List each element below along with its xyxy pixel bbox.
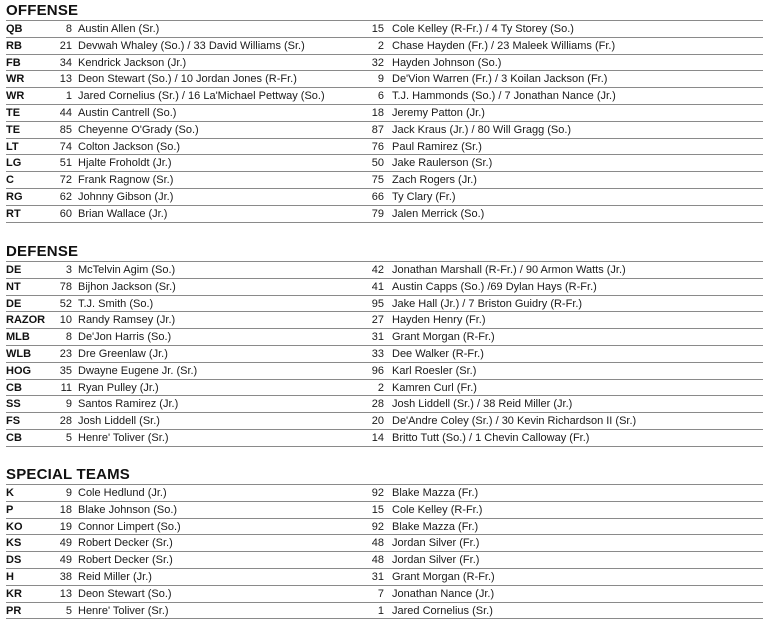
backup-name: T.J. Hammonds (So.) / 7 Jonathan Nance (Jr.) [392, 90, 616, 103]
position-label: HOG [6, 364, 32, 377]
starter-name: Cheyenne O'Grady (So.) [78, 123, 199, 136]
depth-chart-row [6, 296, 763, 313]
starter-number: 49 [59, 554, 72, 567]
backup-name: Jeremy Patton (Jr.) [392, 106, 485, 119]
position-label: NT [6, 280, 21, 293]
backup-number: 92 [371, 520, 384, 533]
backup-number: 42 [371, 264, 384, 276]
starter-number: 60 [59, 207, 72, 220]
position-label: TE [6, 106, 21, 119]
starter-number: 85 [59, 123, 72, 136]
starter-number: 49 [59, 537, 72, 550]
starter-number: 28 [59, 415, 72, 428]
starter-number: 3 [65, 264, 72, 276]
backup-number: 48 [371, 537, 384, 550]
backup-name: Jonathan Marshall (R-Fr.) / 90 Armon Watts (Jr.) [392, 264, 626, 276]
backup-name: Hayden Johnson (So.) [392, 56, 502, 69]
starter-name: Bijhon Jackson (Sr.) [78, 280, 176, 293]
depth-chart-row [6, 105, 763, 122]
backup-name: Jared Cornelius (Sr.) [392, 604, 493, 617]
position-label: PR [6, 604, 22, 617]
backup-number: 66 [371, 190, 384, 203]
position-label: FB [6, 56, 21, 69]
backup-name: Jalen Merrick (So.) [392, 207, 485, 220]
backup-name: Grant Morgan (R-Fr.) [392, 570, 495, 583]
backup-name: Hayden Henry (Fr.) [392, 314, 486, 327]
depth-chart-row [6, 502, 763, 519]
backup-name: Britto Tutt (So.) / 1 Chevin Calloway (Fr.) [392, 431, 590, 444]
depth-chart-row [6, 139, 763, 156]
backup-name: Jordan Silver (Fr.) [392, 537, 480, 550]
backup-number: 31 [371, 570, 384, 583]
starter-number: 35 [59, 364, 72, 377]
starter-number: 21 [59, 39, 72, 52]
depth-chart-row [6, 485, 763, 502]
depth-chart-row [6, 569, 763, 586]
position-label: K [6, 487, 14, 499]
backup-name: Josh Liddell (Sr.) / 38 Reid Miller (Jr.) [392, 398, 573, 411]
position-label: KO [6, 520, 23, 533]
position-label: LT [6, 140, 19, 153]
depth-chart-row [6, 363, 763, 380]
backup-name: De'Andre Coley (Sr.) / 30 Kevin Richardson II (Sr.) [392, 415, 637, 428]
depth-chart-row [6, 55, 763, 72]
depth-chart-row [6, 396, 763, 413]
special-teams-section [6, 466, 763, 619]
backup-number: 31 [371, 331, 384, 344]
depth-chart-row [6, 552, 763, 569]
starter-number: 19 [59, 520, 72, 533]
depth-chart-rows [6, 20, 763, 223]
depth-chart-row [6, 430, 763, 447]
depth-chart-row [6, 71, 763, 88]
starter-name: T.J. Smith (So.) [78, 297, 154, 310]
position-label: CB [6, 431, 22, 444]
starter-name: Johnny Gibson (Jr.) [78, 190, 174, 203]
starter-name: Henre' Toliver (Sr.) [78, 431, 169, 444]
starter-name: Randy Ramsey (Jr.) [78, 314, 176, 327]
depth-chart-row [6, 38, 763, 55]
starter-number: 52 [59, 297, 72, 310]
depth-chart-row [6, 155, 763, 172]
depth-chart-row [6, 172, 763, 189]
backup-number: 76 [371, 140, 384, 153]
backup-number: 96 [371, 364, 384, 377]
backup-number: 1 [377, 604, 384, 617]
backup-number: 41 [371, 280, 384, 293]
depth-chart-row [6, 21, 763, 38]
backup-number: 48 [371, 554, 384, 567]
starter-number: 34 [59, 56, 72, 69]
starter-name: Dre Greenlaw (Jr.) [78, 347, 168, 360]
backup-name: Zach Rogers (Jr.) [392, 174, 477, 187]
backup-number: 9 [377, 73, 384, 86]
position-label: CB [6, 381, 22, 394]
starter-number: 62 [59, 190, 72, 203]
backup-number: 33 [371, 347, 384, 360]
starter-number: 74 [59, 140, 72, 153]
backup-number: 75 [371, 174, 384, 187]
depth-chart-row [6, 346, 763, 363]
starter-name: Robert Decker (Sr.) [78, 554, 173, 567]
depth-chart-row [6, 603, 763, 620]
backup-number: 18 [371, 106, 384, 119]
position-label: C [6, 174, 14, 187]
backup-name: Jake Hall (Jr.) / 7 Briston Guidry (R-Fr.) [392, 297, 583, 310]
position-label: RG [6, 190, 23, 203]
position-label: QB [6, 23, 23, 35]
starter-name: Ryan Pulley (Jr.) [78, 381, 159, 394]
defense-section [6, 243, 763, 447]
backup-name: Chase Hayden (Fr.) / 23 Maleek Williams (Fr.) [392, 39, 616, 52]
position-label: H [6, 570, 14, 583]
depth-chart-row [6, 88, 763, 105]
depth-chart-row [6, 279, 763, 296]
backup-number: 6 [377, 90, 384, 103]
backup-name: Blake Mazza (Fr.) [392, 487, 479, 499]
starter-number: 51 [59, 157, 72, 170]
starter-name: Frank Ragnow (Sr.) [78, 174, 174, 187]
backup-number: 15 [371, 503, 384, 516]
starter-name: Austin Allen (Sr.) [78, 23, 160, 35]
starter-number: 5 [65, 431, 72, 444]
position-label: KR [6, 587, 22, 600]
depth-chart-rows [6, 484, 763, 619]
starter-name: Cole Hedlund (Jr.) [78, 487, 167, 499]
starter-number: 9 [65, 487, 72, 499]
backup-name: Austin Capps (So.) /69 Dylan Hays (R-Fr.) [392, 280, 597, 293]
depth-chart-row [6, 122, 763, 139]
backup-number: 95 [371, 297, 384, 310]
position-label: WLB [6, 347, 32, 360]
backup-number: 2 [377, 381, 384, 394]
backup-name: Dee Walker (R-Fr.) [392, 347, 484, 360]
starter-name: Deon Stewart (So.) [78, 587, 172, 600]
backup-number: 7 [377, 587, 384, 600]
starter-name: Blake Johnson (So.) [78, 503, 178, 516]
starter-name: Kendrick Jackson (Jr.) [78, 56, 187, 69]
starter-name: Devwah Whaley (So.) / 33 David Williams (Sr.) [78, 39, 305, 52]
backup-name: Ty Clary (Fr.) [392, 190, 456, 203]
backup-name: Blake Mazza (Fr.) [392, 520, 479, 533]
starter-number: 1 [65, 90, 72, 103]
depth-chart-row [6, 262, 763, 279]
starter-number: 11 [60, 381, 72, 394]
backup-name: Jack Kraus (Jr.) / 80 Will Gragg (So.) [392, 123, 572, 136]
depth-chart-row [6, 535, 763, 552]
starter-number: 5 [65, 604, 72, 617]
position-label: WR [6, 73, 25, 86]
position-label: FS [6, 415, 21, 428]
section-heading: OFFENSE [6, 2, 79, 19]
starter-number: 10 [59, 314, 72, 327]
backup-number: 15 [371, 23, 384, 35]
position-label: MLB [6, 331, 30, 344]
depth-chart-row [6, 519, 763, 536]
position-label: DS [6, 554, 22, 567]
position-label: RAZOR [6, 314, 46, 327]
offense-section [6, 2, 763, 223]
section-heading: SPECIAL TEAMS [6, 466, 131, 483]
starter-name: Santos Ramirez (Jr.) [78, 398, 179, 411]
depth-chart-row [6, 312, 763, 329]
backup-number: 32 [371, 56, 384, 69]
position-label: SS [6, 398, 21, 411]
backup-name: Jordan Silver (Fr.) [392, 554, 480, 567]
starter-name: Jared Cornelius (Sr.) / 16 La'Michael Pettway (So.) [78, 90, 325, 103]
starter-name: Colton Jackson (So.) [78, 140, 181, 153]
backup-name: Kamren Curl (Fr.) [392, 381, 477, 394]
backup-number: 79 [371, 207, 384, 220]
backup-number: 14 [371, 431, 384, 444]
starter-number: 8 [65, 331, 72, 344]
backup-name: De'Vion Warren (Fr.) / 3 Koilan Jackson (Fr.) [392, 73, 608, 86]
backup-name: Jonathan Nance (Jr.) [392, 587, 495, 600]
backup-name: Grant Morgan (R-Fr.) [392, 331, 495, 344]
depth-chart-row [6, 329, 763, 346]
starter-number: 38 [59, 570, 72, 583]
starter-number: 44 [59, 106, 72, 119]
starter-number: 23 [59, 347, 72, 360]
backup-name: Paul Ramirez (Sr.) [392, 140, 482, 153]
section-heading: DEFENSE [6, 243, 79, 260]
position-label: WR [6, 90, 25, 103]
backup-number: 2 [377, 39, 384, 52]
starter-name: Robert Decker (Sr.) [78, 537, 173, 550]
backup-number: 87 [371, 123, 384, 136]
starter-number: 72 [59, 174, 72, 187]
starter-name: Deon Stewart (So.) / 10 Jordan Jones (R-Fr.) [78, 73, 297, 86]
depth-chart-rows [6, 261, 763, 447]
position-label: RB [6, 39, 22, 52]
backup-number: 28 [371, 398, 384, 411]
starter-number: 78 [59, 280, 72, 293]
depth-chart-row [6, 189, 763, 206]
starter-name: McTelvin Agim (So.) [78, 264, 176, 276]
backup-number: 92 [371, 487, 384, 499]
starter-name: Hjalte Froholdt (Jr.) [78, 157, 172, 170]
backup-name: Cole Kelley (R-Fr.) / 4 Ty Storey (So.) [392, 23, 574, 35]
backup-name: Cole Kelley (R-Fr.) [392, 503, 483, 516]
position-label: RT [6, 207, 21, 220]
starter-number: 13 [59, 587, 72, 600]
position-label: P [6, 503, 14, 516]
starter-number: 18 [59, 503, 72, 516]
backup-number: 27 [371, 314, 384, 327]
depth-chart-row [6, 586, 763, 603]
starter-number: 8 [65, 23, 72, 35]
backup-number: 20 [371, 415, 384, 428]
starter-number: 9 [65, 398, 72, 411]
position-label: TE [6, 123, 21, 136]
starter-name: Brian Wallace (Jr.) [78, 207, 168, 220]
starter-name: Connor Limpert (So.) [78, 520, 181, 533]
position-label: KS [6, 537, 22, 550]
starter-name: Reid Miller (Jr.) [78, 570, 152, 583]
position-label: LG [6, 157, 22, 170]
starter-name: De'Jon Harris (So.) [78, 331, 172, 344]
backup-number: 50 [371, 157, 384, 170]
backup-name: Karl Roesler (Sr.) [392, 364, 477, 377]
starter-name: Dwayne Eugene Jr. (Sr.) [78, 364, 198, 377]
backup-name: Jake Raulerson (Sr.) [392, 157, 493, 170]
depth-chart-row [6, 206, 763, 223]
position-label: DE [6, 297, 22, 310]
starter-name: Josh Liddell (Sr.) [78, 415, 160, 428]
starter-name: Austin Cantrell (So.) [78, 106, 177, 119]
depth-chart-row [6, 380, 763, 397]
starter-name: Henre' Toliver (Sr.) [78, 604, 169, 617]
position-label: DE [6, 264, 22, 276]
depth-chart-row [6, 413, 763, 430]
starter-number: 13 [59, 73, 72, 86]
